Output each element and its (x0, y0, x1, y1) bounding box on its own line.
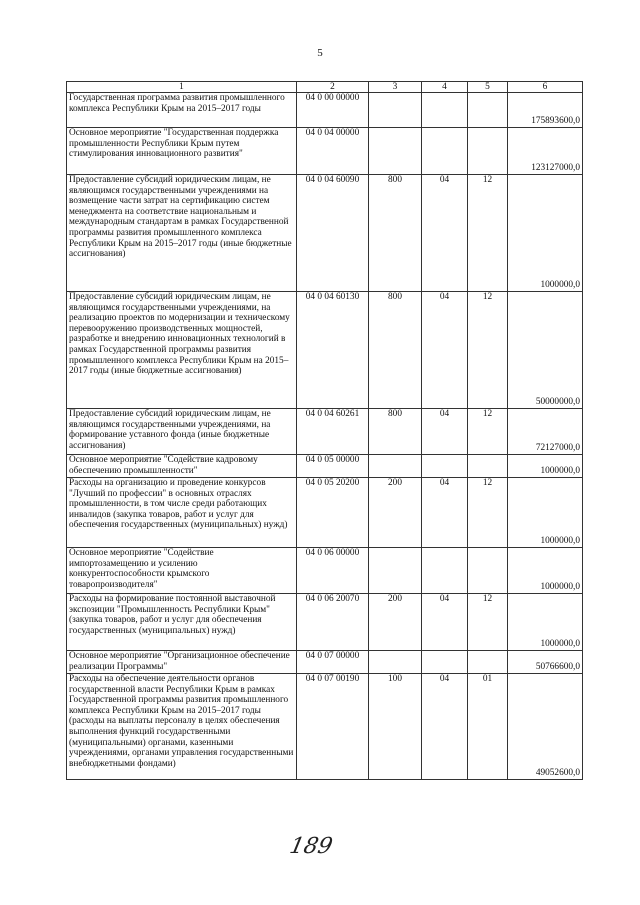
table-row (67, 548, 583, 594)
row-code-cell: 04 0 04 60130 (297, 292, 369, 409)
row-amount-cell: 1000000,0 (508, 455, 583, 478)
row-name-cell: Государственная программа развития промышленного комплекса Республики Крым на 2015–2017 годы (67, 93, 297, 128)
row-name-cell: Предоставление субсидий юридическим лицам, не являющимся государственными учреждениями, на формирование уставного фонда (иные бюджетные ассигнования) (67, 409, 297, 455)
row-vid-cell: 800 (369, 292, 422, 409)
row-code-cell: 04 0 06 00000 (297, 548, 369, 594)
row-section-cell (422, 455, 468, 478)
row-subsection-cell: 12 (468, 292, 508, 409)
page-number: 5 (317, 47, 323, 59)
row-name-cell: Основное мероприятие "Организационное обеспечение реализации Программы" (67, 651, 297, 674)
row-section-cell: 04 (422, 175, 468, 292)
row-code-cell: 04 0 04 60090 (297, 175, 369, 292)
row-section-cell: 04 (422, 674, 468, 780)
row-name-cell: Основное мероприятие "Содействие импортозамещению и усилению конкурентоспособности крымского товаропроизводителя" (67, 548, 297, 594)
header-cell: 2 (297, 82, 369, 93)
table-row (67, 455, 583, 478)
row-vid-cell: 800 (369, 175, 422, 292)
row-name-cell: Предоставление субсидий юридическим лицам, не являющимся государственными учреждениями, на реализацию проектов по модернизации и техническому перевооружению производственных мощностей, разработке и внедрению инновационных технологий в рамках Государственной программы развития промышленного комплекса Республики Крым на 2015–2017 годы (иные бюджетные ассигнования) (67, 292, 297, 409)
row-code-cell: 04 0 04 00000 (297, 128, 369, 175)
budget-table (66, 81, 583, 780)
row-name-cell: Расходы на организацию и проведение конкурсов "Лучший по профессии" в основных отраслях промышленности, в том числе среди работающих инвалидов (закупка товаров, работ и услуг для обеспечения государственных (муниципальных) нужд) (67, 478, 297, 548)
row-amount-cell: 123127000,0 (508, 128, 583, 175)
row-vid-cell: 800 (369, 409, 422, 455)
row-vid-cell: 200 (369, 478, 422, 548)
row-amount-cell: 1000000,0 (508, 175, 583, 292)
row-amount-cell: 50000000,0 (508, 292, 583, 409)
header-cell: 3 (369, 82, 422, 93)
row-vid-cell: 100 (369, 674, 422, 780)
table-row (67, 175, 583, 292)
table-row (67, 128, 583, 175)
row-code-cell: 04 0 07 00190 (297, 674, 369, 780)
header-row (67, 82, 583, 93)
row-amount-cell: 49052600,0 (508, 674, 583, 780)
row-name-cell: Расходы на обеспечение деятельности органов государственной власти Республики Крым в рамках Государственной программы развития промышленного комплекса Республики Крым на 2015–2017 годы (расходы на выплаты персоналу в целях обеспечения выполнения функций государственными (муниципальными) органами, казенными учреждениями, органами управления государственными внебюджетными фондами) (67, 674, 297, 780)
header-cell: 4 (422, 82, 468, 93)
row-vid-cell (369, 93, 422, 128)
row-vid-cell: 200 (369, 594, 422, 651)
row-section-cell: 04 (422, 594, 468, 651)
row-section-cell (422, 651, 468, 674)
row-amount-cell: 72127000,0 (508, 409, 583, 455)
table-row (67, 292, 583, 409)
table-row (67, 409, 583, 455)
row-name-cell: Расходы на формирование постоянной выставочной экспозиции "Промышленность Республики Крым" (закупка товаров, работ и услуг для обеспечения государственных (муниципальных) нужд) (67, 594, 297, 651)
row-subsection-cell: 01 (468, 674, 508, 780)
handwritten-page-number: 189 (287, 834, 335, 859)
row-amount-cell: 50766600,0 (508, 651, 583, 674)
row-amount-cell: 1000000,0 (508, 594, 583, 651)
row-subsection-cell (468, 548, 508, 594)
row-code-cell: 04 0 04 60261 (297, 409, 369, 455)
row-code-cell: 04 0 06 20070 (297, 594, 369, 651)
row-amount-cell: 175893600,0 (508, 93, 583, 128)
row-amount-cell: 1000000,0 (508, 548, 583, 594)
row-section-cell: 04 (422, 409, 468, 455)
row-vid-cell (369, 455, 422, 478)
row-subsection-cell (468, 455, 508, 478)
row-code-cell: 04 0 07 00000 (297, 651, 369, 674)
row-name-cell: Основное мероприятие "Государственная поддержка промышленности Республики Крым путем стимулирования инновационного развития" (67, 128, 297, 175)
row-vid-cell (369, 128, 422, 175)
row-code-cell: 04 0 05 00000 (297, 455, 369, 478)
row-section-cell (422, 128, 468, 175)
row-subsection-cell (468, 651, 508, 674)
table-row (67, 651, 583, 674)
table-row (67, 594, 583, 651)
row-subsection-cell: 12 (468, 594, 508, 651)
row-amount-cell: 1000000,0 (508, 478, 583, 548)
row-subsection-cell: 12 (468, 478, 508, 548)
header-cell: 1 (67, 82, 297, 93)
row-name-cell: Основное мероприятие "Содействие кадровому обеспечению промышленности" (67, 455, 297, 478)
header-cell: 6 (508, 82, 583, 93)
row-subsection-cell (468, 128, 508, 175)
table-row (67, 93, 583, 128)
table-row (67, 478, 583, 548)
row-vid-cell (369, 548, 422, 594)
header-cell: 5 (468, 82, 508, 93)
row-section-cell: 04 (422, 478, 468, 548)
row-name-cell: Предоставление субсидий юридическим лицам, не являющимся государственными учреждениями на возмещение части затрат на сертификацию систем менеджмента на соответствие национальным и международным стандартам в рамках Государственной программы развития промышленного комплекса Республики Крым на 2015–2017 годы (иные бюджетные ассигнования) (67, 175, 297, 292)
row-code-cell: 04 0 00 00000 (297, 93, 369, 128)
row-subsection-cell (468, 93, 508, 128)
row-section-cell: 04 (422, 292, 468, 409)
row-code-cell: 04 0 05 20200 (297, 478, 369, 548)
row-section-cell (422, 548, 468, 594)
row-subsection-cell: 12 (468, 175, 508, 292)
row-section-cell (422, 93, 468, 128)
table-row (67, 674, 583, 780)
row-vid-cell (369, 651, 422, 674)
row-subsection-cell: 12 (468, 409, 508, 455)
